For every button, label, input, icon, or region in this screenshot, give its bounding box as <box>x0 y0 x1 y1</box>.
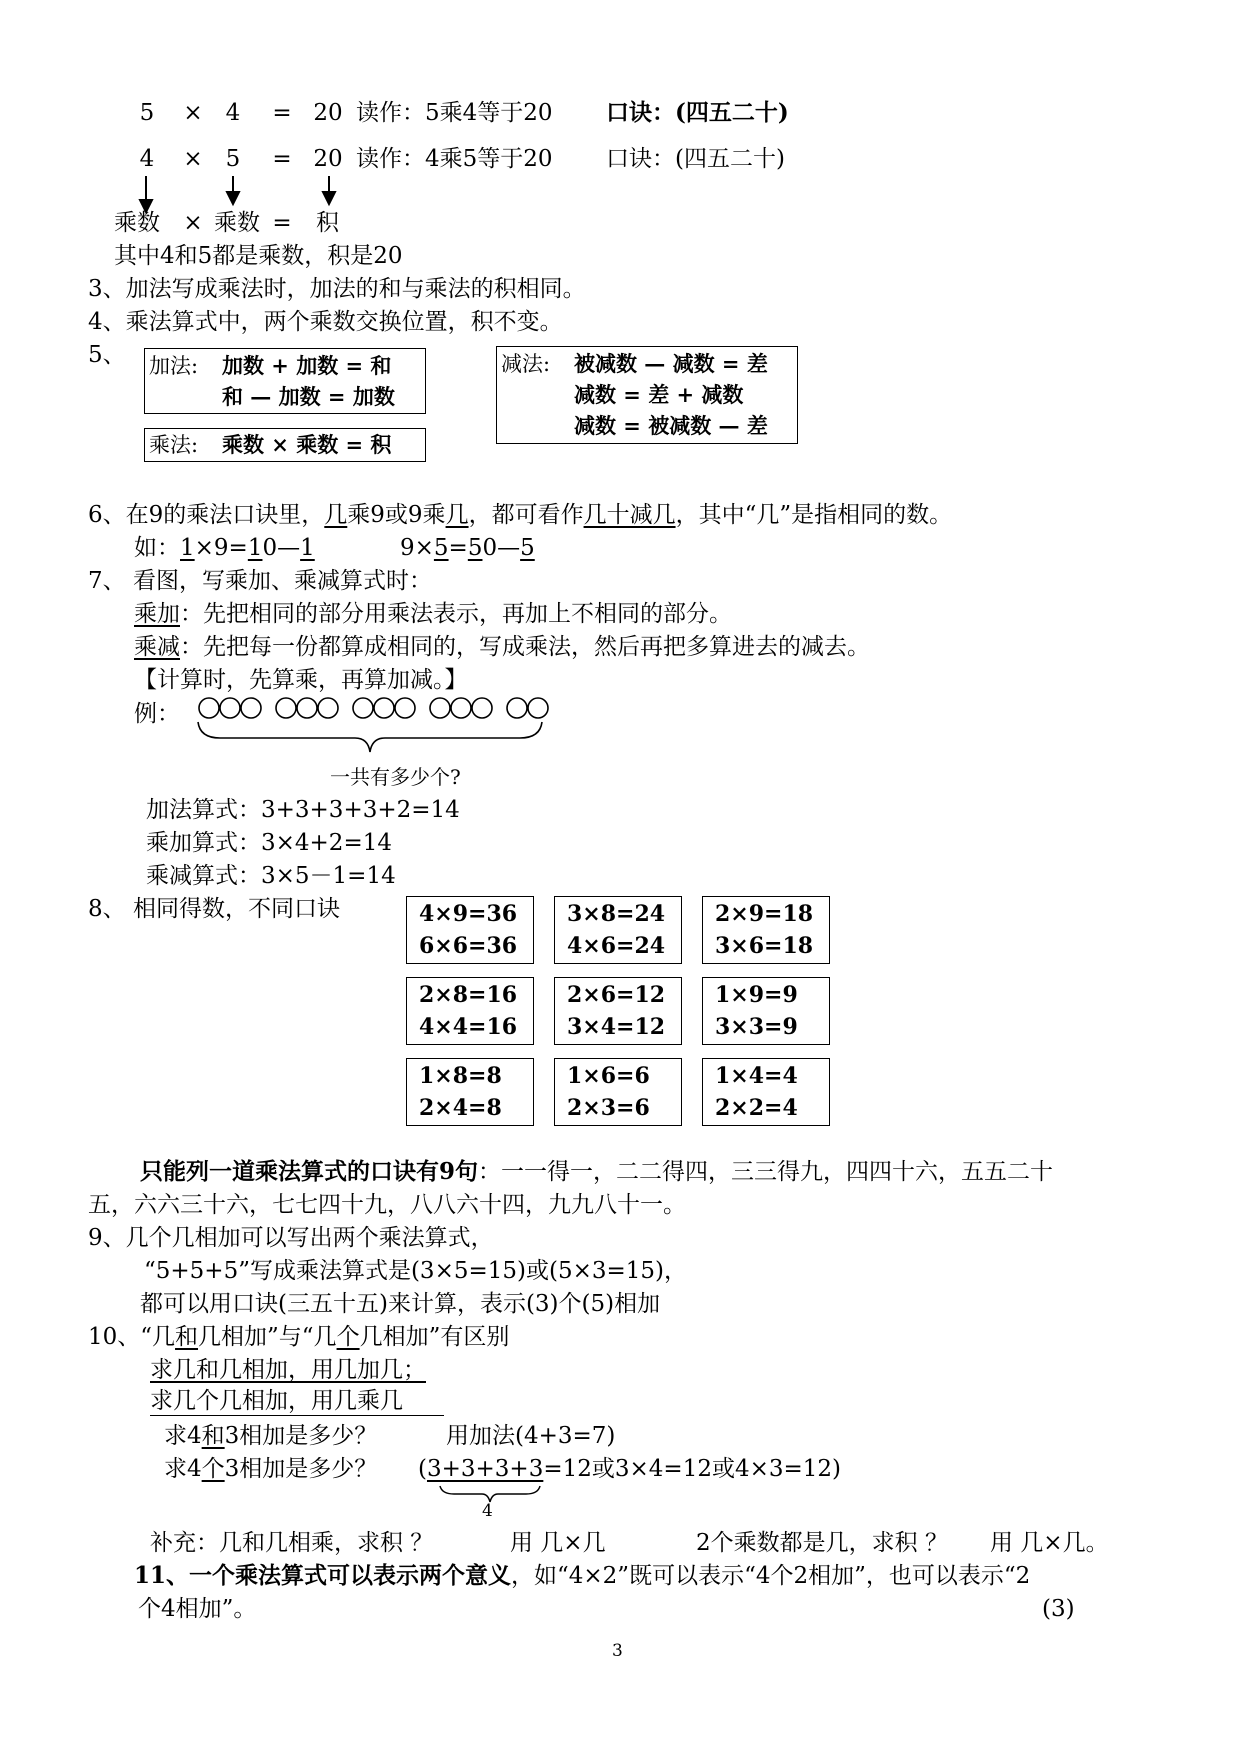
formula-line: 1×6=6 <box>567 1063 650 1089</box>
item10-rule1: 求几和几相加，用几加几； <box>150 1357 426 1383</box>
name-factor2: 乘数 <box>214 210 260 236</box>
item6-text: 6、在9的乘法口诀里，几乘9或9乘几，都可看作几十减几，其中“几”是指相同的数。 <box>88 502 953 528</box>
item6-example1: 如：1×9=10—1 <box>134 535 315 561</box>
subtraction-line1: 被减数 — 减数 = 差 <box>574 351 768 376</box>
formula-line: 2×2=4 <box>715 1095 798 1121</box>
formula-line: 3×4=12 <box>567 1014 666 1040</box>
row2-b: 5 <box>225 146 241 172</box>
formula-box <box>554 896 682 964</box>
circle <box>430 698 450 718</box>
formula-line: 3×3=9 <box>715 1014 798 1040</box>
name-op: × <box>183 210 203 236</box>
row1-b: 4 <box>225 100 241 126</box>
subtraction-box <box>496 346 798 444</box>
circle <box>199 698 219 718</box>
item11-line2: 个4相加”。 <box>138 1596 257 1622</box>
circle <box>528 698 548 718</box>
item10-q2-answer: (3+3+3+3=12或3×4=12或4×3=12) <box>418 1456 842 1482</box>
subtraction-label: 减法: <box>501 352 551 376</box>
row2-a: 4 <box>139 146 155 172</box>
formula-box <box>406 1058 534 1126</box>
item5-num: 5、 <box>88 342 126 368</box>
row1-r: 20 <box>313 100 343 126</box>
circle-question: 一共有多少个? <box>330 765 461 789</box>
name-eq: = <box>272 210 292 236</box>
circle <box>297 698 317 718</box>
subtraction-line2: 减数 = 差 + 减数 <box>574 382 744 407</box>
formula-line: 1×4=4 <box>715 1063 798 1089</box>
row2-eq: = <box>272 146 292 172</box>
formula-box <box>702 1058 830 1126</box>
row1-a: 5 <box>139 100 155 126</box>
formula-box <box>406 977 534 1045</box>
item6-example2: 9×5=50—5 <box>400 535 535 561</box>
formula-box <box>554 1058 682 1126</box>
row1-op: × <box>183 100 203 126</box>
item3: 3、加法写成乘法时，加法的和与乘法的积相同。 <box>88 276 586 302</box>
item9-line1: 9、几个几相加可以写出两个乘法算式， <box>88 1225 494 1251</box>
formula-line: 1×9=9 <box>715 982 798 1008</box>
item7-rule: 【计算时，先算乘，再算加减。】 <box>134 667 468 693</box>
formula-line: 2×3=6 <box>567 1095 650 1121</box>
formula-addition: 加法算式：3+3+3+3+2=14 <box>146 797 460 823</box>
formula-line: 1×8=8 <box>419 1063 502 1089</box>
circle <box>220 698 240 718</box>
formula-line: 4×6=24 <box>567 933 666 959</box>
formula-line: 2×8=16 <box>419 982 518 1008</box>
multiplication-line1: 乘数 × 乘数 = 积 <box>222 432 392 457</box>
addition-box <box>144 348 426 414</box>
circle <box>374 698 394 718</box>
item10-q2: 求4个3相加是多少？ <box>164 1456 378 1482</box>
item11-mark: (3) <box>1042 1596 1075 1622</box>
row2-r: 20 <box>313 146 343 172</box>
formula-box <box>702 896 830 964</box>
item9-line3: 都可以用口诀(三五十五)来计算，表示(3)个(5)相加 <box>140 1291 661 1317</box>
name-factor1: 乘数 <box>114 210 160 236</box>
page-number: 3 <box>612 1641 623 1661</box>
row1-eq: = <box>272 100 292 126</box>
item10-brace-label: 4 <box>482 1501 493 1521</box>
formula-line: 2×6=12 <box>567 982 666 1008</box>
row2-read: 读作：4乘5等于20 <box>356 146 553 172</box>
formula-box <box>702 977 830 1045</box>
nine-line2: 五，六六三十六，七七四十九，八八六十四，九九八十一。 <box>88 1192 686 1218</box>
circle-groups <box>190 694 550 764</box>
item7-title: 7、 看图，写乘加、乘减算式时： <box>88 568 432 594</box>
formula-line: 6×6=36 <box>419 933 518 959</box>
circle <box>318 698 338 718</box>
item9-line2: “5+5+5”写成乘法算式是(3×5=15)或(5×3=15)， <box>144 1258 688 1284</box>
subtraction-line3: 减数 = 被减数 — 差 <box>574 413 768 438</box>
supplement-b: 用 几×几 <box>510 1530 606 1556</box>
circle <box>507 698 527 718</box>
addition-label: 加法: <box>149 354 199 378</box>
multiplication-label: 乘法: <box>149 433 199 457</box>
item10-title: 10、“几和几相加”与“几个几相加”有区别 <box>88 1324 510 1350</box>
row2-op: × <box>183 146 203 172</box>
nine-line1: 只能列一道乘法算式的口诀有9句：一一得一，二二得四，三三得九，四四十六，五五二十 <box>140 1158 1054 1185</box>
row1-mnemonic: 口诀：(四五二十) <box>606 99 789 126</box>
addition-line2: 和 — 加数 = 加数 <box>222 384 395 409</box>
circle <box>472 698 492 718</box>
supplement-d: 用 几×几。 <box>990 1530 1109 1556</box>
formula-mul-sub: 乘减算式：3×5－1=14 <box>146 863 396 889</box>
formula-line: 2×4=8 <box>419 1095 502 1121</box>
formula-mul-add: 乘加算式：3×4+2=14 <box>146 830 392 856</box>
formula-box <box>554 977 682 1045</box>
name-product: 积 <box>316 210 339 236</box>
formula-line: 2×9=18 <box>715 901 814 927</box>
supplement-c: 2个乘数都是几，求积 ？ <box>696 1530 948 1556</box>
circle <box>353 698 373 718</box>
multiplication-box <box>144 428 426 462</box>
item11-line1: 11、一个乘法算式可以表示两个意义，如“4×2”既可以表示“4个2相加”，也可以表示“2 <box>134 1562 1031 1589</box>
item7-sub: 乘减：先把每一份都算成相同的，写成乘法，然后再把多算进去的减去。 <box>134 634 870 660</box>
example-label: 例： <box>134 701 180 727</box>
formula-line: 3×8=24 <box>567 901 666 927</box>
row1-read: 读作：5乘4等于20 <box>356 100 553 126</box>
item4: 4、乘法算式中，两个乘数交换位置，积不变。 <box>88 309 563 335</box>
item10-q1-answer: 用加法(4+3=7) <box>446 1423 616 1449</box>
circle <box>451 698 471 718</box>
row2-mnemonic: 口诀：(四五二十) <box>606 146 785 172</box>
formula-line: 3×6=18 <box>715 933 814 959</box>
item10-rule2: 求几个几相加，用几乘几 <box>150 1388 444 1416</box>
supplement-a: 补充：几和几相乘，求积 ？ <box>150 1530 434 1556</box>
formula-line: 4×9=36 <box>419 901 518 927</box>
formula-line: 4×4=16 <box>419 1014 518 1040</box>
circle <box>241 698 261 718</box>
addition-line1: 加数 + 加数 = 和 <box>222 353 392 378</box>
brace <box>198 722 542 752</box>
circle <box>276 698 296 718</box>
intro-note: 其中4和5都是乘数，积是20 <box>114 243 403 269</box>
circle <box>395 698 415 718</box>
item10-q1: 求4和3相加是多少？ <box>164 1423 378 1449</box>
item7-add: 乘加：先把相同的部分用乘法表示，再加上不相同的部分。 <box>134 601 732 627</box>
item8-title: 8、 相同得数，不同口诀 <box>88 896 340 922</box>
formula-box <box>406 896 534 964</box>
